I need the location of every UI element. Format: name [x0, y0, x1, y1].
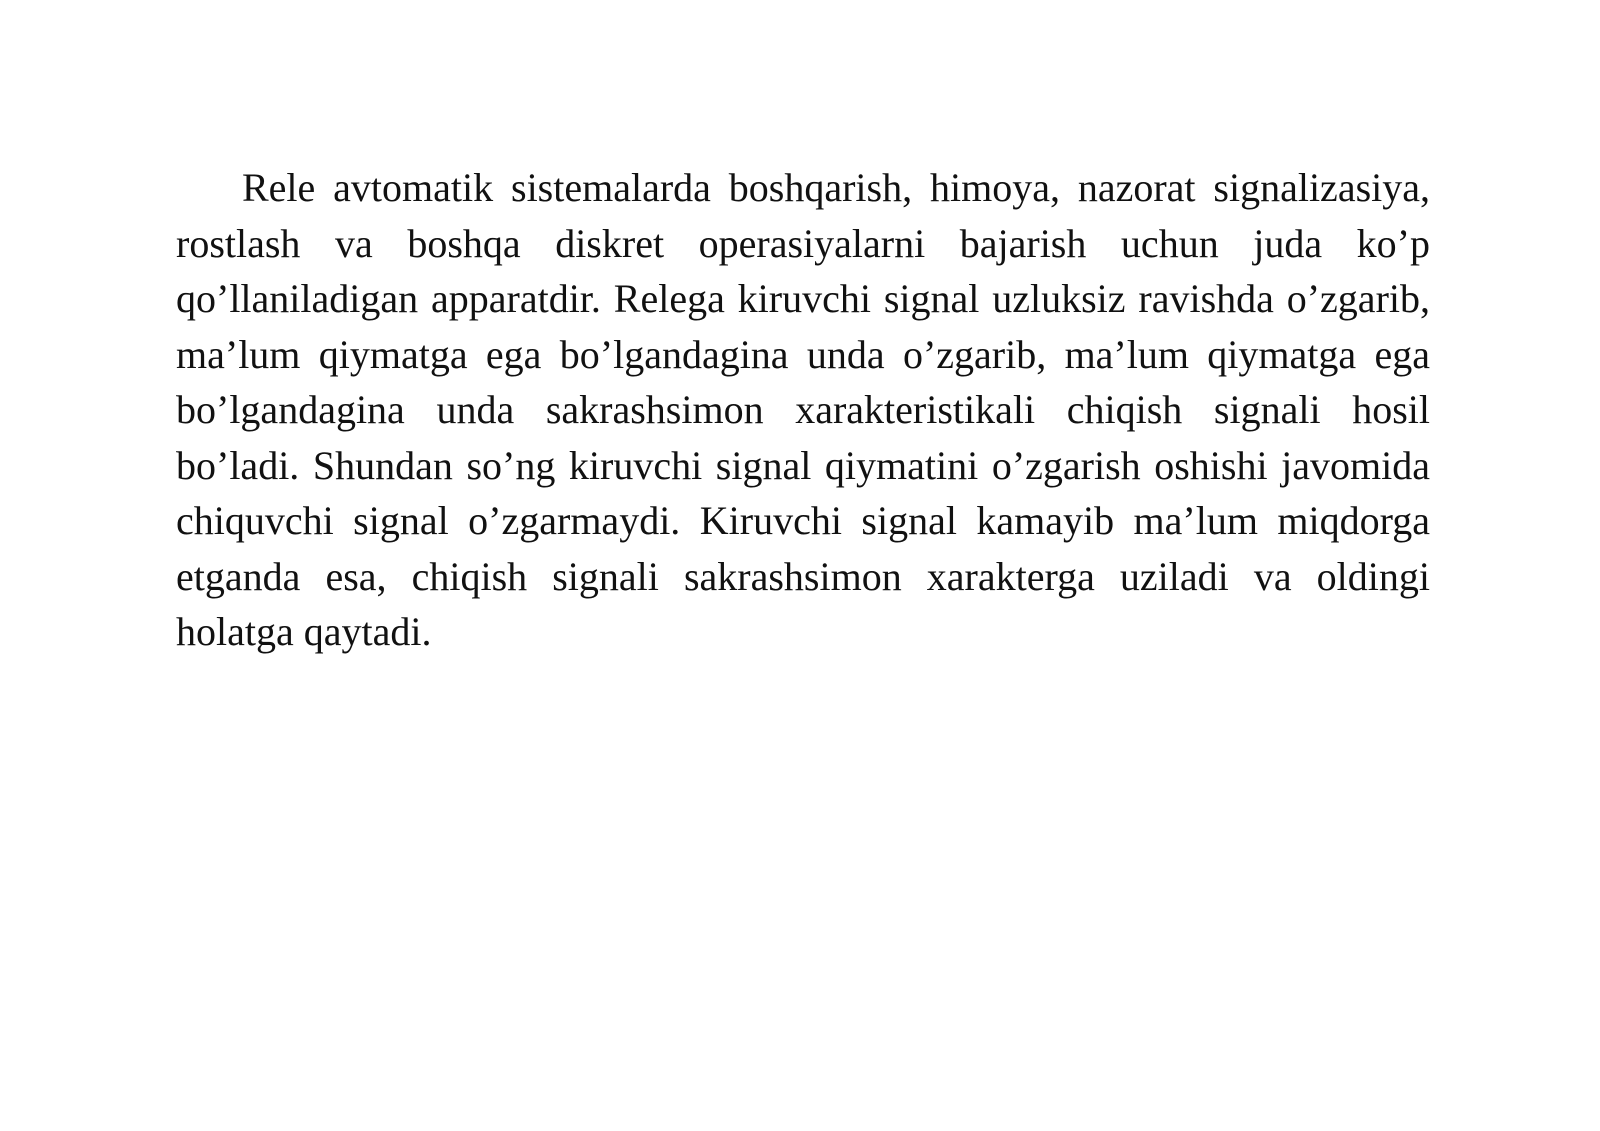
- body-paragraph: Rele avtomatik sistemalarda boshqarish, himoya, nazorat signalizasiya, rostlash va boshqa diskret operasiyalarni bajarish uchun juda ko’p qo’llaniladigan apparatdir. Relega kiruvchi signal uzluksiz ravishda o’zgarib, ma’lum qiymatga ega bo’lgandagina unda o’zgarib, ma’lum qiymatga ega bo’lgandagina unda sakrashsimon xarakteristikali chiqish signali hosil bo’ladi. Shundan so’ng kiruvchi signal qiymatini o’zgarish oshishi javomida chiquvchi signal o’zgarmaydi. Kiruvchi signal kamayib ma’lum miqdorga etganda esa, chiqish signali sakrashsimon xarakterga uziladi va oldingi holatga qaytadi.: [176, 165, 1430, 654]
